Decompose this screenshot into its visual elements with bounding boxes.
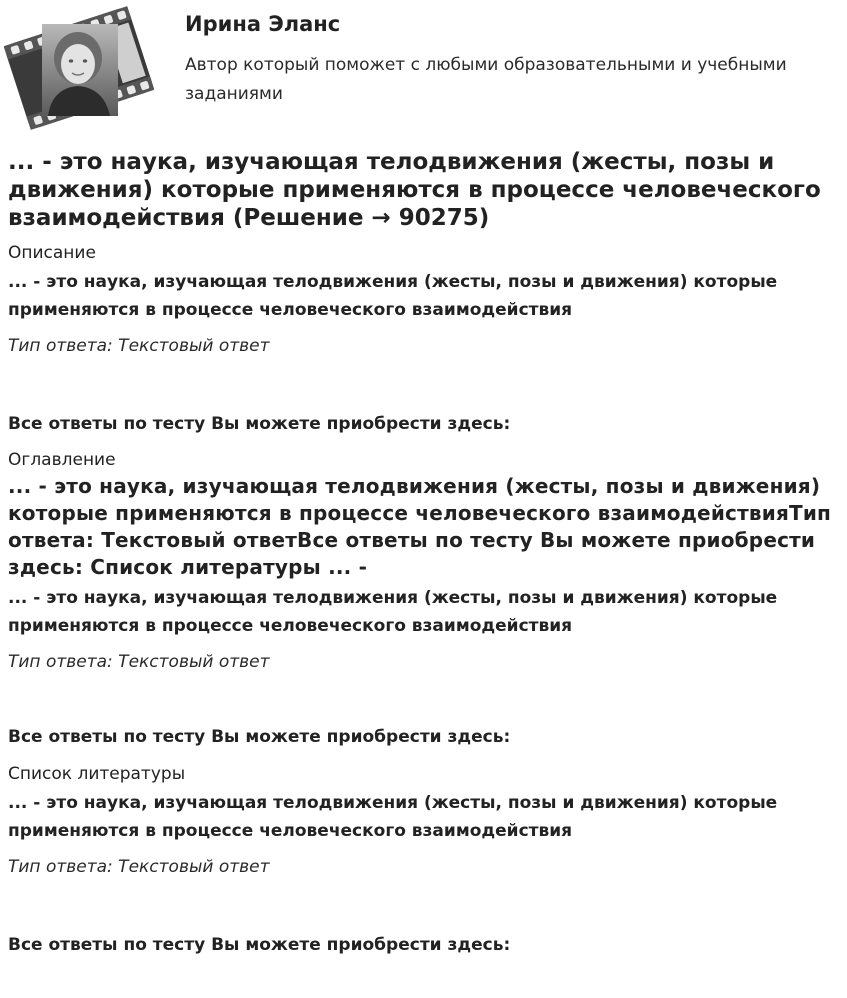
section-label-description: Описание: [8, 243, 96, 263]
references-text: ... - это наука, изучающая телодвижения (жесты, позы и движения) которые применяются в процессе человеческого взаимодействия: [8, 793, 778, 841]
references-section: [8, 763, 844, 956]
description-text: ... - это наука, изучающая телодвижения (жесты, позы и движения) которые применяются в процессе человеческого взаимодействия: [8, 272, 778, 320]
toc-heading: ... - это наука, изучающая телодвижения (жесты, позы и движения) которые применяются в процессе человеческого взаимодействияТип ответа: Текстовый ответВсе ответы по тесту Вы можете приобрести здесь: Список литературы ... -: [8, 474, 832, 579]
author-card: [0, 0, 847, 140]
description-section: [8, 242, 844, 435]
author-name: Ирина Эланс: [185, 12, 341, 36]
section-label-references: Список литературы: [8, 764, 186, 784]
answer-type: Тип ответа: Текстовый ответ: [8, 857, 270, 877]
content: [8, 148, 844, 956]
toc-text: ... - это наука, изучающая телодвижения (жесты, позы и движения) которые применяются в процессе человеческого взаимодействия: [8, 588, 778, 636]
answer-type: Тип ответа: Текстовый ответ: [8, 652, 270, 672]
avatar: [4, 6, 154, 130]
buy-link[interactable]: Все ответы по тесту Вы можете приобрести здесь:: [8, 727, 511, 747]
answer-type: Тип ответа: Текстовый ответ: [8, 336, 270, 356]
author-description: Автор который поможет с любыми образовательными и учебными заданиями: [185, 55, 787, 104]
avatar-photo-frame: [4, 6, 154, 130]
section-label-toc: Оглавление: [8, 450, 116, 470]
buy-link[interactable]: Все ответы по тесту Вы можете приобрести здесь:: [8, 414, 511, 434]
page-title: ... - это наука, изучающая телодвижения (жесты, позы и движения) которые применяются в процессе человеческого взаимодействия (Решение → 90275): [8, 149, 821, 231]
toc-section: [8, 449, 844, 748]
buy-link[interactable]: Все ответы по тесту Вы можете приобрести здесь:: [8, 935, 511, 955]
